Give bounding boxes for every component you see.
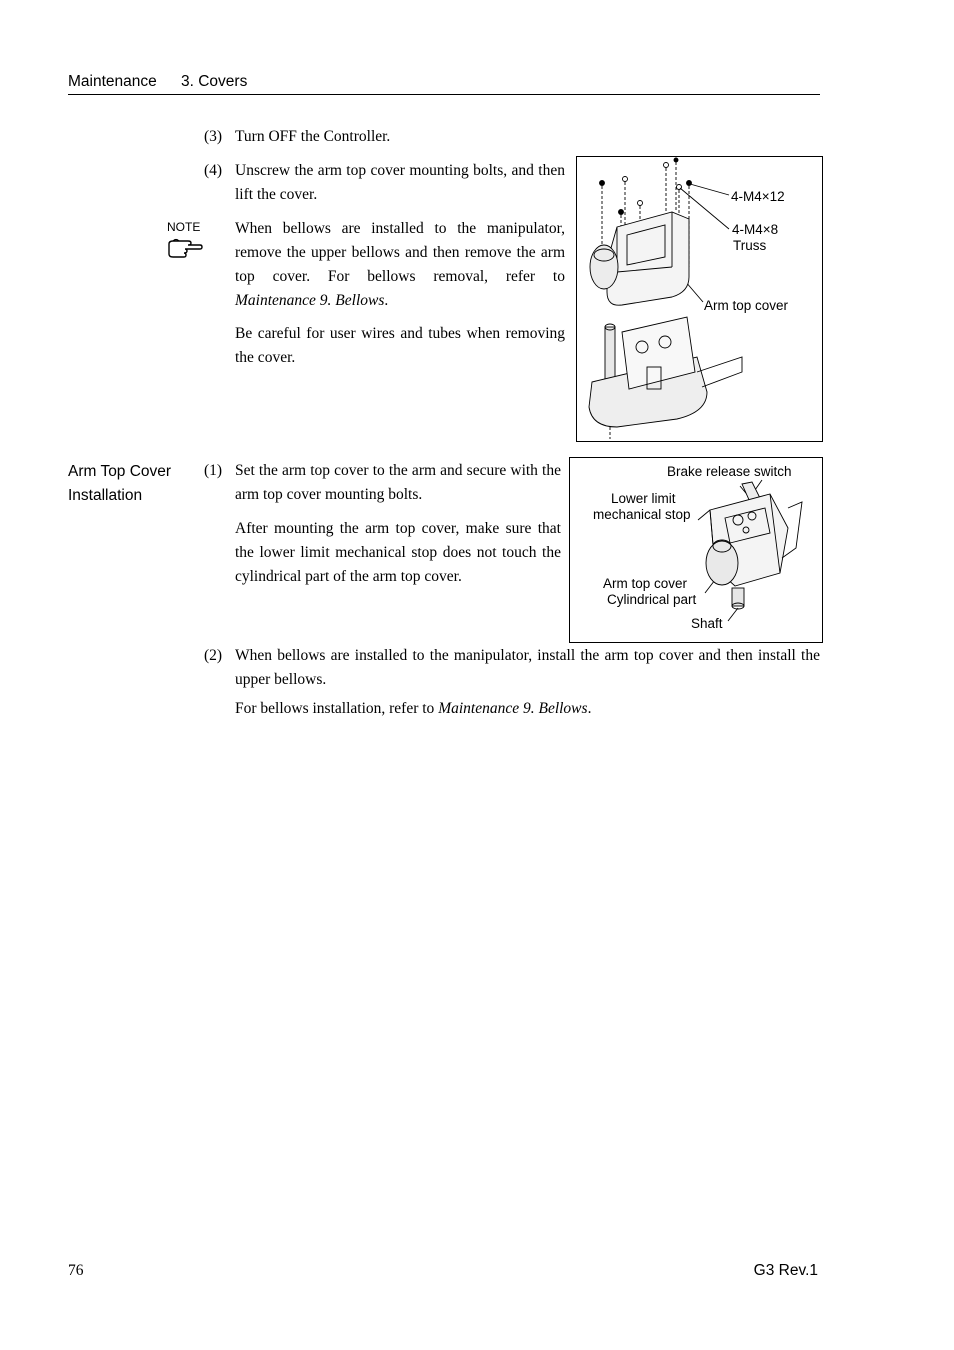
reference-text-end: . bbox=[587, 700, 592, 717]
bolt-label-truss: Truss bbox=[733, 238, 767, 253]
note-label: NOTE bbox=[167, 220, 201, 234]
reference-text: For bellows installation, refer to bbox=[235, 700, 439, 717]
bolt-label-m4x12: 4-M4×12 bbox=[731, 189, 785, 204]
install-step-1-text-2: After mounting the arm top cover, make sure that the lower limit mechanical stop does not touch the cylindrical part of the arm top cover. bbox=[235, 520, 561, 585]
arm-top-cover-label: Arm top cover bbox=[603, 576, 688, 591]
header-chapter: 3. Covers bbox=[181, 73, 248, 90]
install-step-1-number: (1) bbox=[204, 462, 223, 479]
bellows-reference: Maintenance 9. Bellows bbox=[235, 292, 385, 309]
brake-release-switch-label: Brake release switch bbox=[667, 464, 792, 479]
mechanical-stop-label: mechanical stop bbox=[593, 507, 691, 522]
cover-label: Arm top cover bbox=[704, 298, 789, 313]
bolt-label-m4x8: 4-M4×8 bbox=[732, 222, 779, 237]
arm-top-cover-installation-figure bbox=[569, 457, 823, 643]
revision-label: G3 Rev.1 bbox=[753, 1262, 818, 1279]
lower-limit-label: Lower limit bbox=[611, 491, 676, 506]
installation-illustration bbox=[570, 458, 822, 642]
install-step-2-reference bbox=[235, 697, 820, 721]
shaft-label: Shaft bbox=[691, 616, 723, 631]
note-paragraph-2: Be careful for user wires and tubes when removing the cover. bbox=[235, 325, 565, 366]
page-header bbox=[68, 72, 820, 95]
installation-heading bbox=[68, 460, 171, 508]
install-step-2-number: (2) bbox=[204, 647, 223, 664]
header-section: Maintenance bbox=[68, 73, 157, 90]
page-number: 76 bbox=[68, 1262, 84, 1279]
step-3-number: (3) bbox=[204, 128, 223, 145]
cylindrical-part-label: Cylindrical part bbox=[607, 592, 697, 607]
heading-line-2: Installation bbox=[68, 487, 143, 504]
step-4-text: Unscrew the arm top cover mounting bolts, and then lift the cover. bbox=[235, 162, 565, 203]
step-3-text: Turn OFF the Controller. bbox=[235, 128, 391, 145]
heading-line-1: Arm Top Cover bbox=[68, 463, 172, 480]
note-text-end: . bbox=[384, 292, 389, 309]
pointing-hand-icon bbox=[166, 236, 204, 260]
note-text: When bellows are installed to the manipulator, remove the upper bellows and then remove the arm top cover. For bellows removal, refer to bbox=[235, 220, 565, 285]
arm-top-cover-removal-figure bbox=[576, 156, 823, 442]
bellows-reference-link: Maintenance 9. Bellows bbox=[438, 700, 588, 717]
step-4-number: (4) bbox=[204, 162, 223, 179]
install-step-2-text: When bellows are installed to the manipulator, install the arm top cover and then install the upper bellows. bbox=[235, 647, 820, 688]
note-paragraph-1 bbox=[235, 217, 565, 313]
install-step-1-text: Set the arm top cover to the arm and secure with the arm top cover mounting bolts. bbox=[235, 462, 561, 503]
